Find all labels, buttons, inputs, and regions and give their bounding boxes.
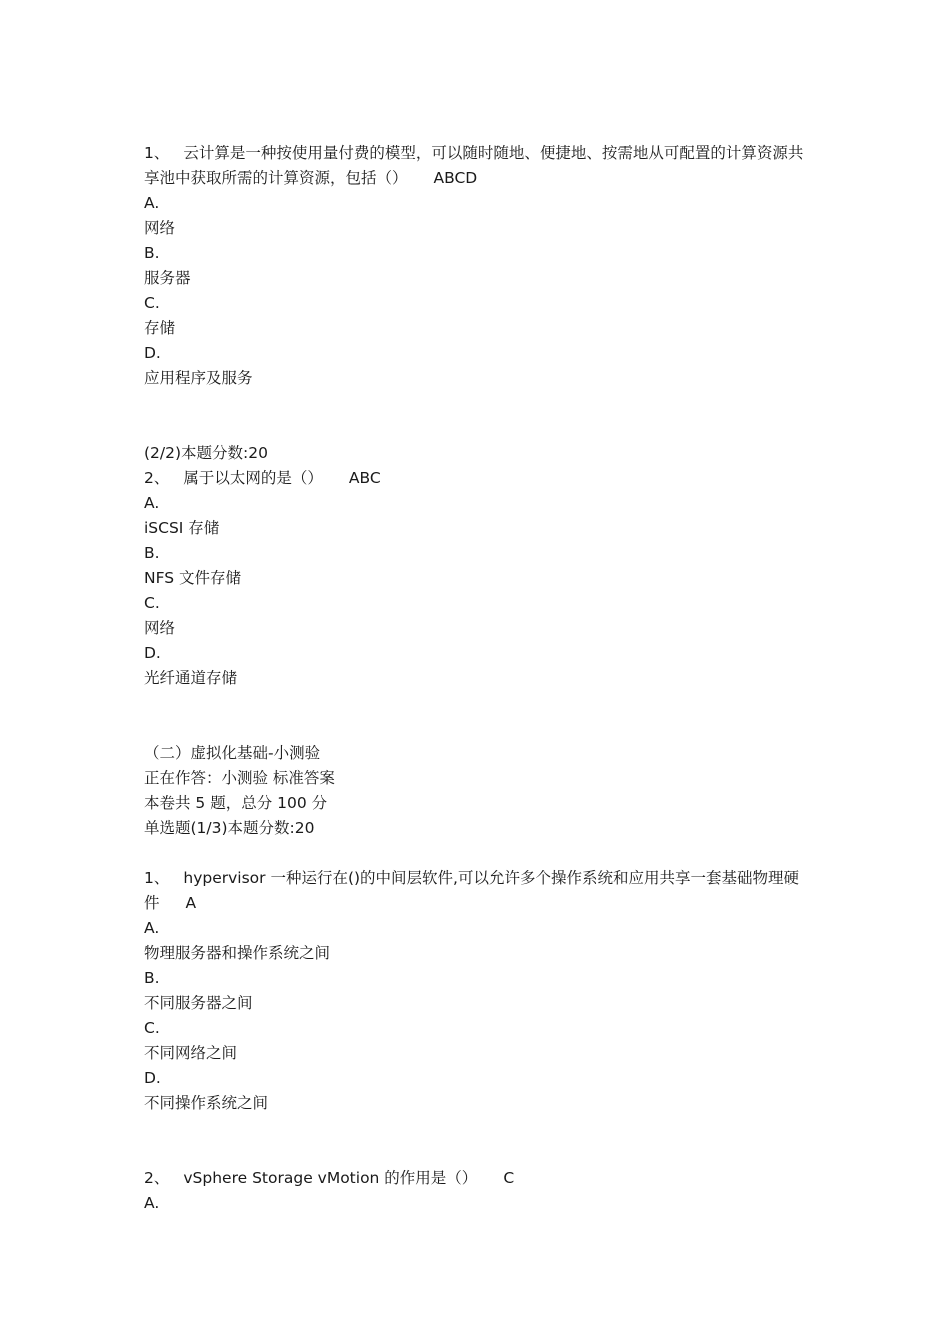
option-text: 服务器 <box>144 269 191 287</box>
option-text: 存储 <box>144 319 176 337</box>
answer-key: ABCD <box>433 169 478 187</box>
question-4 <box>144 1166 814 1191</box>
option-text: 应用程序及服务 <box>144 369 253 387</box>
option-text: 光纤通道存储 <box>144 669 238 687</box>
spacer <box>144 841 814 866</box>
question-number: 1、 <box>144 869 170 887</box>
option-text: 物理服务器和操作系统之间 <box>144 944 331 962</box>
option-label: B. <box>144 244 160 262</box>
question-1 <box>144 141 814 191</box>
option-text: 不同服务器之间 <box>144 994 253 1012</box>
question-number: 2、 <box>144 1169 170 1187</box>
option-label: B. <box>144 969 160 987</box>
option-label: D. <box>144 644 161 662</box>
option-text: iSCSI 存储 <box>144 519 220 537</box>
section-title: （二）虚拟化基础-小测验 <box>144 744 321 762</box>
question-text: 云计算是一种按使用量付费的模型，可以随时随地、便捷地、按需地从可配置的计算资源共享池中获取所需的计算资源，包括（） <box>144 144 804 187</box>
document-page <box>144 141 814 1216</box>
option-label: B. <box>144 544 160 562</box>
question-text: vSphere Storage vMotion 的作用是（） <box>183 1169 478 1187</box>
answer-key: A <box>185 894 197 912</box>
option-label: A. <box>144 1194 160 1212</box>
option-text: 不同操作系统之间 <box>144 1094 269 1112</box>
spacer <box>144 1116 814 1166</box>
answer-key: ABC <box>348 469 381 487</box>
question-text: 属于以太网的是（） <box>183 469 323 487</box>
spacer <box>144 391 814 441</box>
option-label: A. <box>144 919 160 937</box>
option-label: C. <box>144 594 160 612</box>
answer-key: C <box>503 1169 515 1187</box>
option-text: NFS 文件存储 <box>144 569 242 587</box>
question-number: 1、 <box>144 144 170 162</box>
question-score: 单选题(1/3)本题分数:20 <box>144 819 315 837</box>
option-label: D. <box>144 344 161 362</box>
question-score: (2/2)本题分数:20 <box>144 444 268 462</box>
question-3 <box>144 866 814 916</box>
section-summary: 本卷共 5 题，总分 100 分 <box>144 794 328 812</box>
question-text: hypervisor 一种运行在()的中间层软件,可以允许多个操作系统和应用共享一套基础物理硬件 <box>144 869 799 912</box>
option-text: 不同网络之间 <box>144 1044 238 1062</box>
option-text: 网络 <box>144 219 176 237</box>
question-number: 2、 <box>144 469 170 487</box>
question-2 <box>144 466 814 491</box>
option-label: C. <box>144 294 160 312</box>
option-text: 网络 <box>144 619 176 637</box>
option-label: D. <box>144 1069 161 1087</box>
option-label: C. <box>144 1019 160 1037</box>
option-label: A. <box>144 194 160 212</box>
section-status: 正在作答：小测验 标准答案 <box>144 769 335 787</box>
option-label: A. <box>144 494 160 512</box>
spacer <box>144 691 814 741</box>
